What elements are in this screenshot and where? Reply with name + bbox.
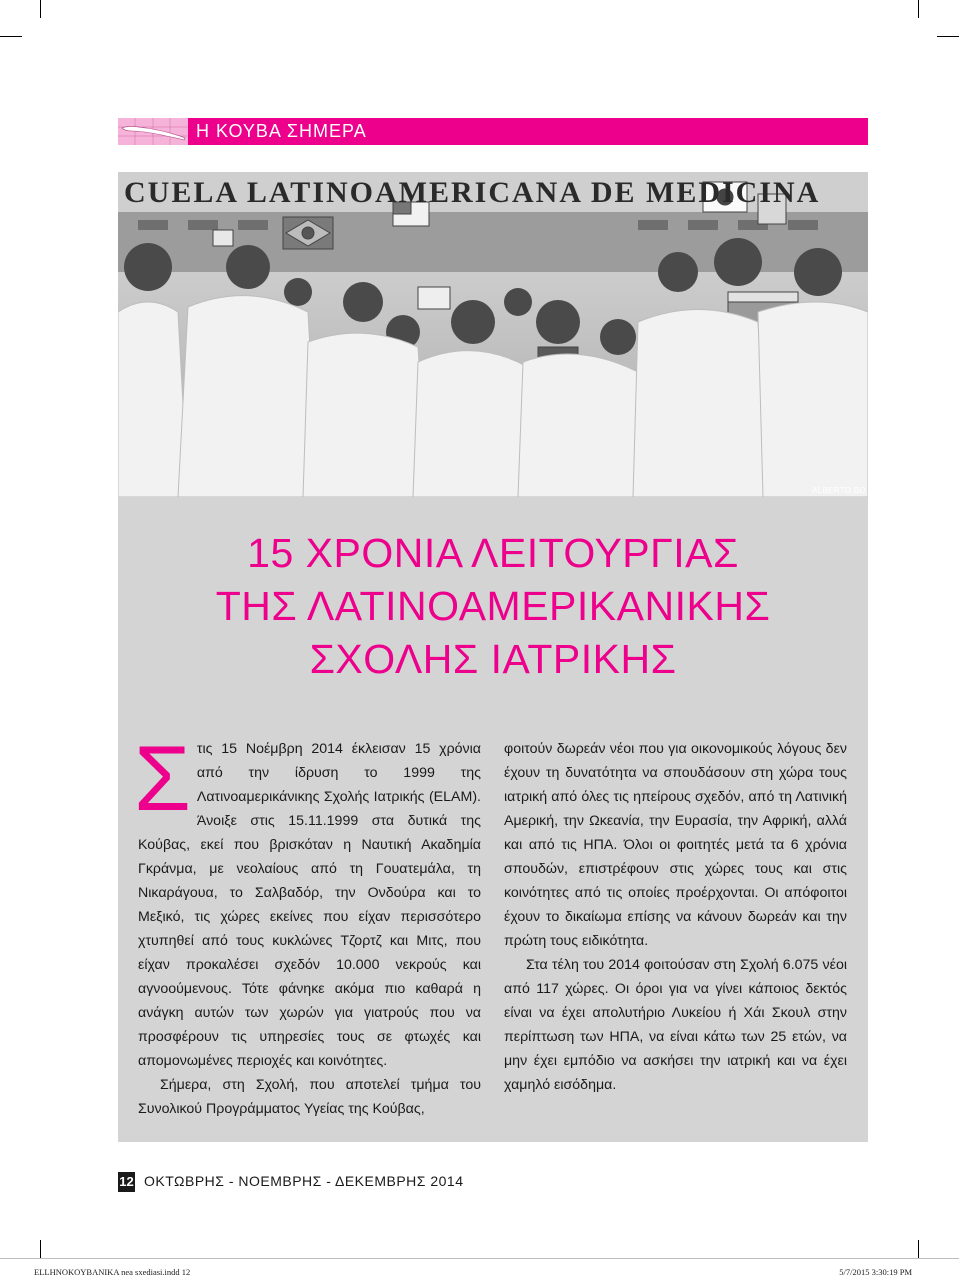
crop-mark	[40, 1240, 41, 1258]
issue-date: ΟΚΤΩΒΡΗΣ - ΝΟΕΜΒΡΗΣ - ΔΕΚΕΜΒΡΗΣ 2014	[144, 1173, 464, 1189]
paragraph: Σήμερα, στη Σχολή, που αποτελεί τμήμα του Συνολικού Προγράμματος Υγείας της Κούβας,	[138, 1077, 481, 1117]
slug-datetime: 5/7/2015 3:30:19 PM	[839, 1267, 912, 1277]
page-number: 12	[118, 1172, 135, 1192]
photo-banner-text: CUELA LATINOAMERICANA DE MEDICINA	[124, 176, 821, 209]
headline-line: ΣΧΟΛΗΣ ΙΑΤΡΙΚΗΣ	[309, 636, 677, 682]
section-header	[118, 118, 868, 145]
headline-line: 15 ΧΡΟΝΙΑ ΛΕΙΤΟΥΡΓΙΑΣ	[247, 530, 739, 576]
students-photo	[118, 172, 868, 497]
crop-mark	[918, 0, 919, 18]
article-column-left	[134, 728, 481, 1121]
section-title: Η ΚΟΥΒΑ ΣΗΜΕΡΑ	[196, 121, 367, 141]
crop-mark	[40, 0, 41, 18]
photo-credit: ALBERTO BO	[812, 486, 866, 495]
article-column-right	[504, 737, 847, 1097]
slug-filename: ELLHNOKOYBANIKA nea sxediasi.indd 12	[34, 1267, 191, 1277]
print-slug	[0, 1258, 959, 1281]
crop-mark	[918, 1240, 919, 1258]
article-box	[118, 497, 868, 1142]
crop-mark	[937, 36, 959, 37]
paragraph: Στα τέλη του 2014 φοιτούσαν στη Σχολή 6.075 νέοι από 117 χώρες. Οι όροι για να γίνει κάποιος δεκτός είναι να έχει απολυτήριο Λυκείου ή Χάι Σκουλ στην περίπτωση των ΗΠΑ, να είναι κάτω των 25 ετών, να μην έχει εμπόδιο να ασκήσει την ιατρική και να έχει χαμηλό εισόδημα.	[504, 957, 847, 1093]
paragraph: τις 15 Νοέμβρη 2014 έκλεισαν 15 χρόνια από την ίδρυση το 1999 της Λατινοαμερικάνικης Σχολής Ιατρικής (ELAM). Άνοιξε στις 15.11.1999 στα δυτικά της Κούβας, εκεί που βρισκόταν η Ναυτική Ακαδημία Γκράνμα, με νεολαίους από τη Γουατεμάλα, τη Νικαράγουα, το Σαλβαδόρ, την Ονδούρα και το Μεξικό, τις χώρες εκείνες που είχαν περισσότερο χτυπηθεί από τους κυκλώνες Τζορτζ και Μιτς, που είχαν προκαλέσει σχεδόν 10.000 νεκρούς και αγνοούμενους. Τότε φάνηκε ακόμα πιο καθαρά η ανάγκη αυτών των χωρών για γιατρούς που να προσφέρουν τις υπηρεσίες τους σε φτωχές και απομονωμένες περιοχές και κοινότητες.	[138, 741, 481, 1069]
drop-cap: Σ	[134, 728, 191, 830]
headline	[118, 527, 868, 686]
paragraph: φοιτούν δωρεάν νέοι που για οικονομικούς λόγους δεν έχουν τη δυνατότητα να σπουδάσουν στη χώρα τους ιατρική από όλες τις ηπείρους σχεδόν, από τη Λατινική Αμερική, την Ωκεανία, την Ευρασία, την Αφρική, αλλά και από τις ΗΠΑ. Όλοι οι φοιτητές μετά τα 6 χρόνια σπουδών, επιστρέφουν στις χώρες τους και στις κοινότητες από τις οποίες προέρχονται. Οι απόφοιτοι έχουν το δικαίωμα επίσης να κάνουν δωρεάν και την πρώτη τους ειδικότητα.	[504, 741, 847, 949]
cuba-map-icon	[118, 118, 188, 145]
headline-line: ΤΗΣ ΛΑΤΙΝΟΑΜΕΡΙΚΑΝΙΚΗΣ	[215, 583, 771, 629]
crop-mark	[0, 36, 22, 37]
